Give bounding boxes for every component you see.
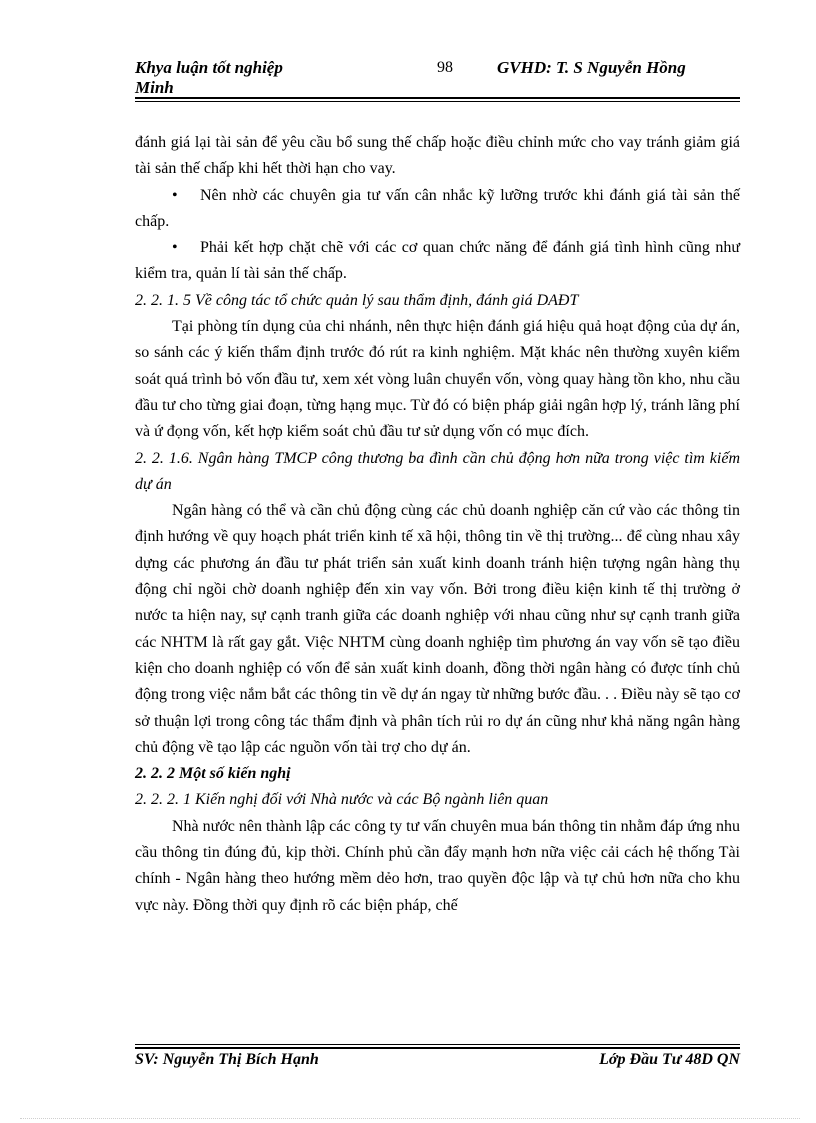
header-page-number: 98 (437, 59, 453, 76)
paragraph-proactive-bank: Ngân hàng có thể và cần chủ động cùng các chủ doanh nghiệp căn cứ vào các thông tin định hướng về quy hoạch phát triển kinh tế xã hội, thông tin về thị trường... để cùng nhau xây dựng các phương án đầu tư phát triển sản xuất kinh doanh tránh hiện tượng ngân hàng thụ động chỉ ngồi chờ doanh nghiệp đến xin vay vốn. Bởi trong điều kiện kinh tế thị trường ở nước ta hiện nay, sự cạnh tranh giữa các doanh nghiệp với nhau cũng như sự cạnh tranh giữa các NHTM là rất gay gắt. Việc NHTM cùng doanh nghiệp tìm phương án vay vốn sẽ tạo điều kiện cho doanh nghiệp có vốn để sản xuất kinh doanh, đồng thời ngân hàng có được tính chủ động trong việc nắm bắt các thông tin về dự án ngay từ những bước đầu. . . Điều này sẽ tạo cơ sở thuận lợi trong công tác thẩm định và phân tích rủi ro dự án cũng như khả năng ngân hàng chủ động về tạo lập các nguồn vốn tài trợ cho dự án. (135, 502, 740, 756)
section-heading-2-2-2: 2. 2. 2 Một số kiến nghị (135, 765, 291, 783)
header-rule-thin (135, 101, 740, 102)
header-rule-thick (135, 97, 740, 99)
section-heading-2-2-2-1: 2. 2. 2. 1 Kiến nghị đối với Nhà nước và các Bộ ngành liên quan (135, 791, 549, 809)
bullet-text: Phải kết hợp chặt chẽ với các cơ quan chức năng để đánh giá tình hình cũng như kiểm tra, quản lí tài sản thế chấp. (135, 239, 740, 283)
footer-student-name: SV: Nguyễn Thị Bích Hạnh (135, 1051, 319, 1068)
section-heading-2-2-1-6: 2. 2. 1.6. Ngân hàng TMCP công thương ba đình cần chủ động hơn nữa trong việc tìm kiếm dự án (135, 449, 740, 493)
page-bottom-edge (20, 1118, 800, 1119)
bullet-item-coordination (135, 235, 740, 288)
header-advisor-wrap: Minh (135, 78, 174, 97)
header-thesis-label: Khya luận tốt nghiệp (135, 58, 283, 77)
bullet-icon: • (172, 239, 178, 257)
paragraph-post-appraisal: Tại phòng tín dụng của chi nhánh, nên thực hiện đánh giá hiệu quả hoạt động của dự án, so sánh các ý kiến thẩm định trước đó rút ra kinh nghiệm. Mặt khác nên thường xuyên kiểm soát quá trình bỏ vốn đầu tư, xem xét vòng luân chuyển vốn, vòng quay hàng tồn kho, nhu cầu đầu tư cho từng giai đoạn, từng hạng mục. Từ đó có biện pháp giải ngân hợp lý, tránh lãng phí và ứ đọng vốn, kết hợp kiểm soát chủ đầu tư sử dụng vốn có mục đích. (135, 318, 741, 441)
footer-class-name: Lớp Đầu Tư 48D QN (599, 1051, 740, 1068)
footer-rule-thin (135, 1044, 740, 1045)
paragraph-state-recommendations: Nhà nước nên thành lập các công ty tư vấn chuyên mua bán thông tin nhằm đáp ứng nhu cầu thông tin đúng đủ, kịp thời. Chính phủ cần đẩy mạnh hơn nữa việc cải cách hệ thống Tài chính - Ngân hàng theo hướng mềm dẻo hơn, trao quyền độc lập và tự chủ hơn nữa cho khu vực này. Đồng thời quy định rõ các biện pháp, chế (135, 817, 740, 914)
footer-rule-thick (135, 1047, 740, 1049)
page-body (135, 130, 740, 919)
section-heading-2-2-1-5: 2. 2. 1. 5 Về công tác tổ chức quản lý sau thẩm định, đánh giá DAĐT (135, 291, 579, 309)
bullet-icon: • (172, 186, 178, 204)
header-advisor: GVHD: T. S Nguyễn Hồng (497, 58, 686, 77)
bullet-item-consultants (135, 183, 740, 236)
paragraph-continuation: đánh giá lại tài sản để yêu cầu bổ sung thế chấp hoặc điều chỉnh mức cho vay tránh giảm giá tài sản thế chấp khi hết thời hạn cho vay. (135, 134, 740, 178)
bullet-text: Nên nhờ các chuyên gia tư vấn cân nhắc kỹ lưỡng trước khi đánh giá tài sản thế chấp. (135, 186, 740, 230)
